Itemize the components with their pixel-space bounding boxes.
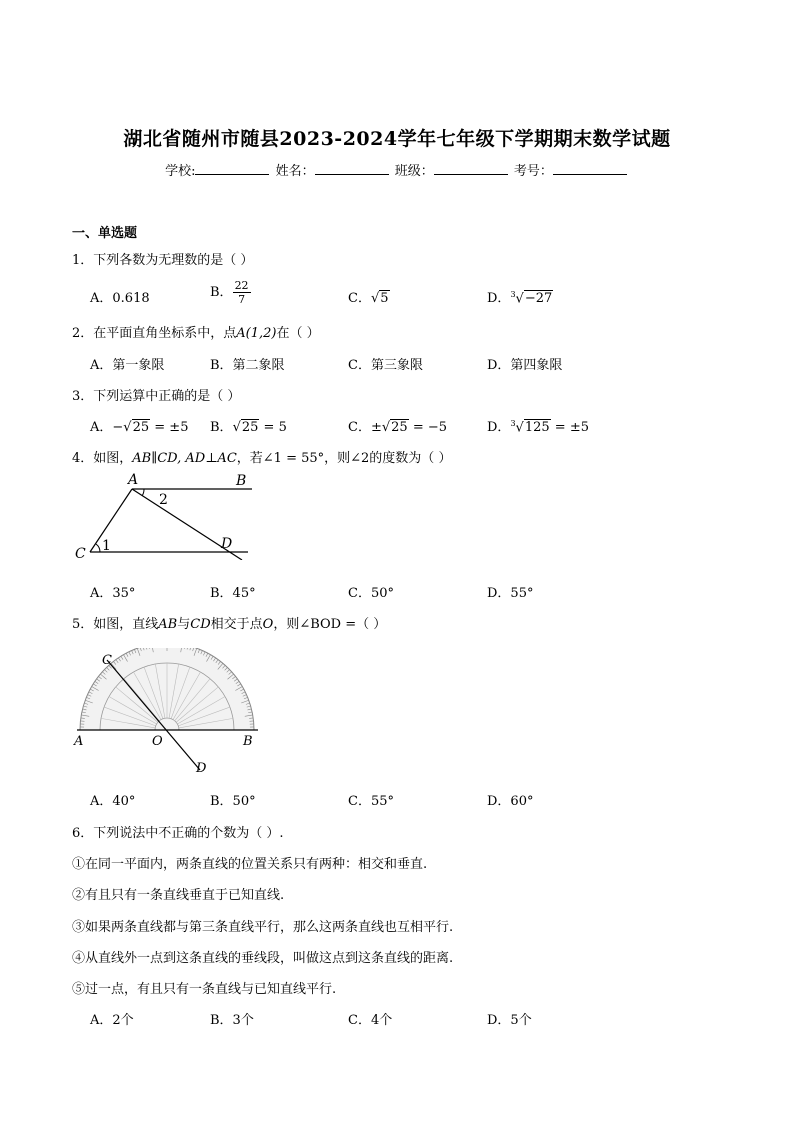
number-label: 考号： [513,164,553,179]
radicand: 25 [241,420,259,435]
q3-c-sign: ± [370,420,382,435]
q3-b-prefix: B． [210,420,233,435]
q3-a-sign: − [112,420,124,435]
label-c: C [75,546,86,560]
q5-option-a: A．40° [90,794,136,809]
q6-statement-2: ②有且只有一条直线垂直于已知直线. [72,888,285,903]
q6-statement-3: ③如果两条直线都与第三条直线平行，那么这两条直线也互相平行. [72,920,454,935]
q5-stem-pre: 5．如图，直线 [72,617,159,632]
name-blank[interactable] [315,162,389,175]
q4-option-d: D．55° [487,586,534,601]
q4-stem-mid: ，若∠1 = 55°，则∠2的度数为（ ） [236,451,452,466]
label-b: B [236,473,247,489]
q3-option-c [348,416,447,435]
class-blank[interactable] [434,162,508,175]
q6-option-a: A．2个 [90,1013,134,1028]
radicand: 5 [380,291,389,306]
question-1-stem: 1．下列各数为无理数的是（ ） [72,253,254,268]
school-blank[interactable] [195,162,269,175]
q3-b-rhs: = 5 [259,420,287,435]
radical: √25 [232,420,259,435]
q3-c-prefix: C． [348,420,371,435]
radicand: 25 [391,420,408,435]
q4-condition: AB∥CD, AD⊥AC [132,451,237,466]
label-angle-2: 2 [159,492,168,508]
q5-stem-end: ，则∠BOD =（ ） [273,617,387,632]
fraction [233,279,251,306]
q4-option-a: A．35° [90,586,136,601]
q6-option-d: D．5个 [487,1013,532,1028]
q5-option-c: C．55° [348,794,394,809]
class-label: 班级： [394,164,434,179]
q6-option-c: C．4个 [348,1013,393,1028]
q5-cd: CD [190,617,211,632]
angle-1-arc [96,544,100,552]
q5-stem-post: 相交于点 [210,617,263,632]
q6-statement-1: ①在同一平面内，两条直线的位置关系只有两种：相交和垂直. [72,857,428,872]
denominator: 7 [238,293,246,306]
q4-stem-pre: 4．如图， [72,451,133,466]
q2-point: A(1,2) [236,326,277,341]
label-d: D [196,761,207,776]
radical: √25 [381,420,408,435]
q5-o: O [262,617,274,632]
q5-option-b: B．50° [210,794,256,809]
q1-c-prefix: C． [348,291,371,306]
q1-option-a: A．0.618 [90,291,150,306]
q4-option-b: B．45° [210,586,256,601]
q3-a-rhs: = ±5 [150,420,189,435]
radical: √5 [370,291,389,306]
q2-option-a: A．第一象限 [90,358,165,373]
q6-option-b: B．3个 [210,1013,254,1028]
root-index: 3 [510,289,516,299]
q3-option-a [90,416,188,435]
q2-option-b: B．第二象限 [210,358,285,373]
q6-statement-5: ⑤过一点，有且只有一条直线与已知直线平行. [72,982,337,997]
label-b: B [243,734,253,749]
q1-option-b [210,279,251,306]
label-a: A [74,734,84,749]
radical: √25 [123,420,150,435]
q3-a-prefix: A． [90,420,113,435]
q2-stem-post: 在（ ） [276,326,320,341]
page-title: 湖北省随州市随县2023-2024学年七年级下学期期末数学试题 [123,128,671,150]
label-o: O [152,734,163,749]
question-5-stem [72,613,386,632]
question-6-stem: 6．下列说法中不正确的个数为（ ）. [72,826,284,841]
radicand: 25 [132,420,150,435]
number-blank[interactable] [553,162,627,175]
label-a: A [128,472,139,488]
school-label: 学校: [165,164,196,179]
q2-stem-pre: 2．在平面直角坐标系中，点 [72,326,237,341]
cube-root: $^3$√125 [510,418,550,435]
q3-c-rhs: = −5 [408,420,448,435]
student-info-line [0,160,794,179]
q3-option-b [210,416,287,435]
q1-option-d [487,287,553,306]
parallel-lines-figure [70,470,260,560]
section-heading: 一、单选题 [72,226,138,241]
q5-option-d: D．60° [487,794,534,809]
question-4-stem [72,447,451,466]
label-c: C [102,653,112,668]
q1-b-prefix: B． [210,285,233,300]
label-d: D [221,536,233,552]
cube-root: $^3$√−27 [510,289,553,306]
q3-option-d [487,416,589,435]
segment-ac [90,489,132,552]
radicand: −27 [524,291,553,306]
protractor-figure [72,648,262,776]
question-2-stem [72,322,320,341]
q3-d-prefix: D． [487,420,511,435]
q4-option-c: C．50° [348,586,394,601]
name-label: 姓名： [275,164,315,179]
q1-option-c [348,287,390,306]
radicand: 125 [524,420,550,435]
q5-stem-mid: 与 [177,617,191,632]
angle-2-arc [142,489,144,496]
q5-ab: AB [158,617,178,632]
numerator: 22 [234,279,249,292]
q2-option-c: C．第三象限 [348,358,423,373]
label-angle-1: 1 [102,538,111,554]
q3-d-rhs: = ±5 [550,420,589,435]
q1-d-prefix: D． [487,291,511,306]
q6-statement-4: ④从直线外一点到这条直线的垂线段，叫做这点到这条直线的距离. [72,951,454,966]
question-3-stem: 3．下列运算中正确的是（ ） [72,389,241,404]
q2-option-d: D．第四象限 [487,358,563,373]
root-index: 3 [510,418,516,428]
